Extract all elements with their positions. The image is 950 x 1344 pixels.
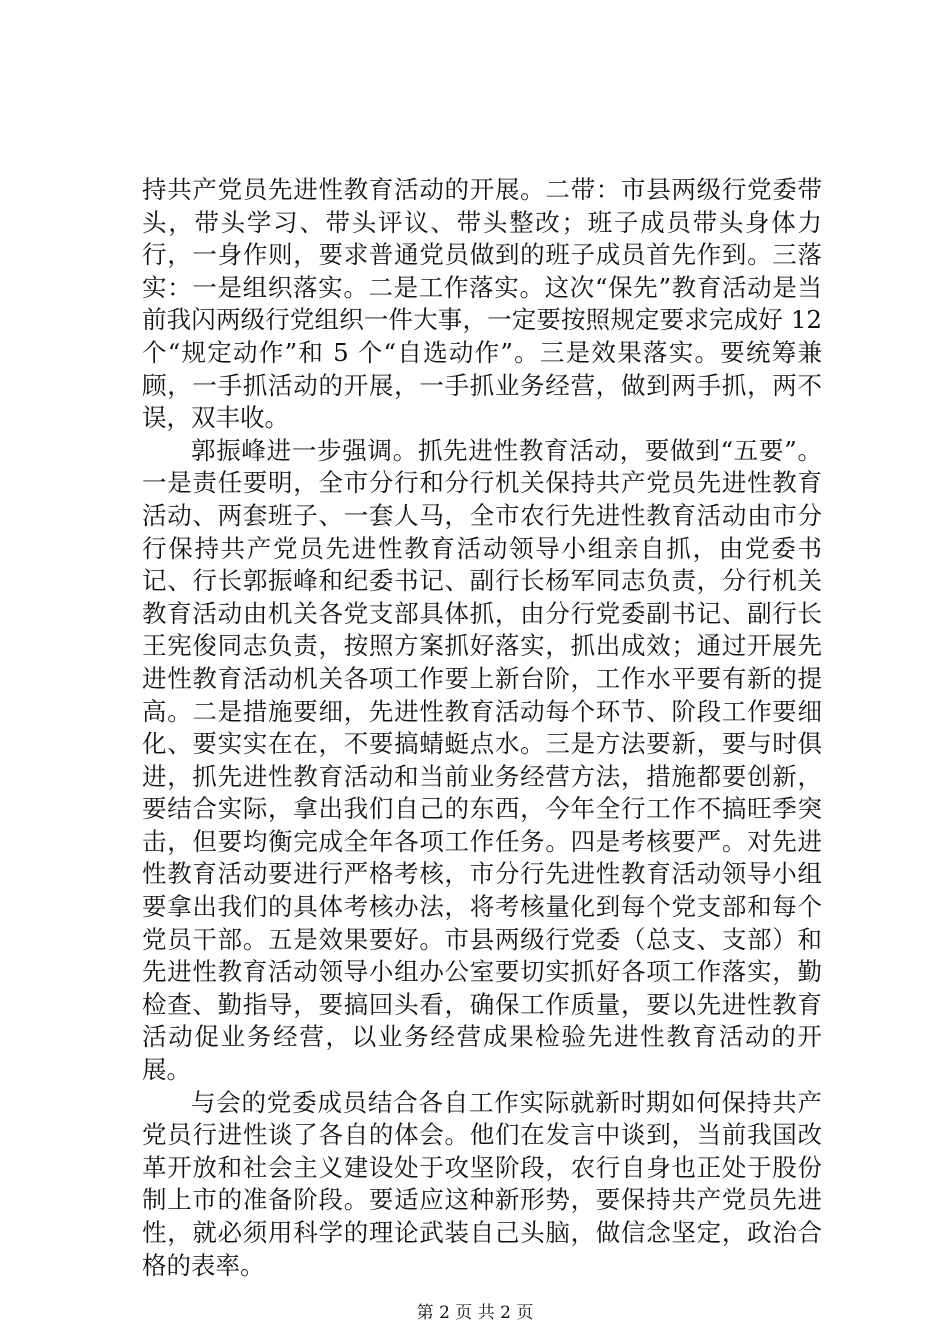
paragraph-five-requirements: 郭振峰进一步强调。抓先进性教育活动，要做到“五要”。一是责任要明，全市分行和分行机关保持共产党员先进性教育活动、两套班子、一套人马，全市农行先进性教育活动由市分行保持共产党员先进性教育活动领导小组亲自抓，由党委书记、行长郭振峰和纪委书记、副行长杨军同志负责，分行机关教育活动由机关各党支部具体抓，由分行党委副书记、副行长王宪俊同志负责，按照方案抓好落实，抓出成效；通过开展先进性教育活动机关各项工作要上新台阶，工作水平要有新的提高。二是措施要细，先进性教育活动每个环节、阶段工作要细化、要实实在在，不要搞蜻蜓点水。三是方法要新，要与时俱进，抓先进性教育活动和当前业务经营方法，措施都要创新，要结合实际，拿出我们自己的东西，今年全行工作不搞旺季突击，但要均衡完成全年各项工作任务。四是考核要严。对先进性教育活动要进行严格考核，市分行先进性教育活动领导小组要拿出我们的具体考核办法，将考核量化到每个党支部和每个党员干部。五是效果要好。市县两级行党委（总支、支部）和先进性教育活动领导小组办公室要切实抓好各项工作落实，勤检查、勤指导，要搞回头看，确保工作质量，要以先进性教育活动促业务经营，以业务经营成果检验先进性教育活动的开展。 (142, 435, 822, 1085)
page-number: 第 2 页 共 2 页 (416, 1303, 534, 1323)
paragraph-continuation: 持共产党员先进性教育活动的开展。二带：市县两级行党委带头，带头学习、带头评议、带头整改；班子成员带头身体力行，一身作则，要求普通党员做到的班子成员首先作到。三落实：一是组织落实。二是工作落实。这次“保先”教育活动是当前我闪两级行党组织一件大事，一定要按照规定要求完成好 12 个“规定动作”和 5 个“自选动作”。三是效果落实。要统筹兼顾，一手抓活动的开展，一手抓业务经营，做到两手抓，两不误，双丰收。 (142, 175, 822, 433)
page-footer (0, 1302, 950, 1324)
paragraph-member-experience: 与会的党委成员结合各自工作实际就新时期如何保持共产党员行进性谈了各自的体会。他们在发言中谈到，当前我国改革开放和社会主义建设处于攻坚阶段，农行自身也正处于股份制上市的准备阶段。要适应这种新形势，要保持共产党员先进性，就必须用科学的理论武装自己头脑，做信念坚定，政治合格的表率。 (142, 1087, 822, 1280)
document-body (142, 174, 822, 1282)
